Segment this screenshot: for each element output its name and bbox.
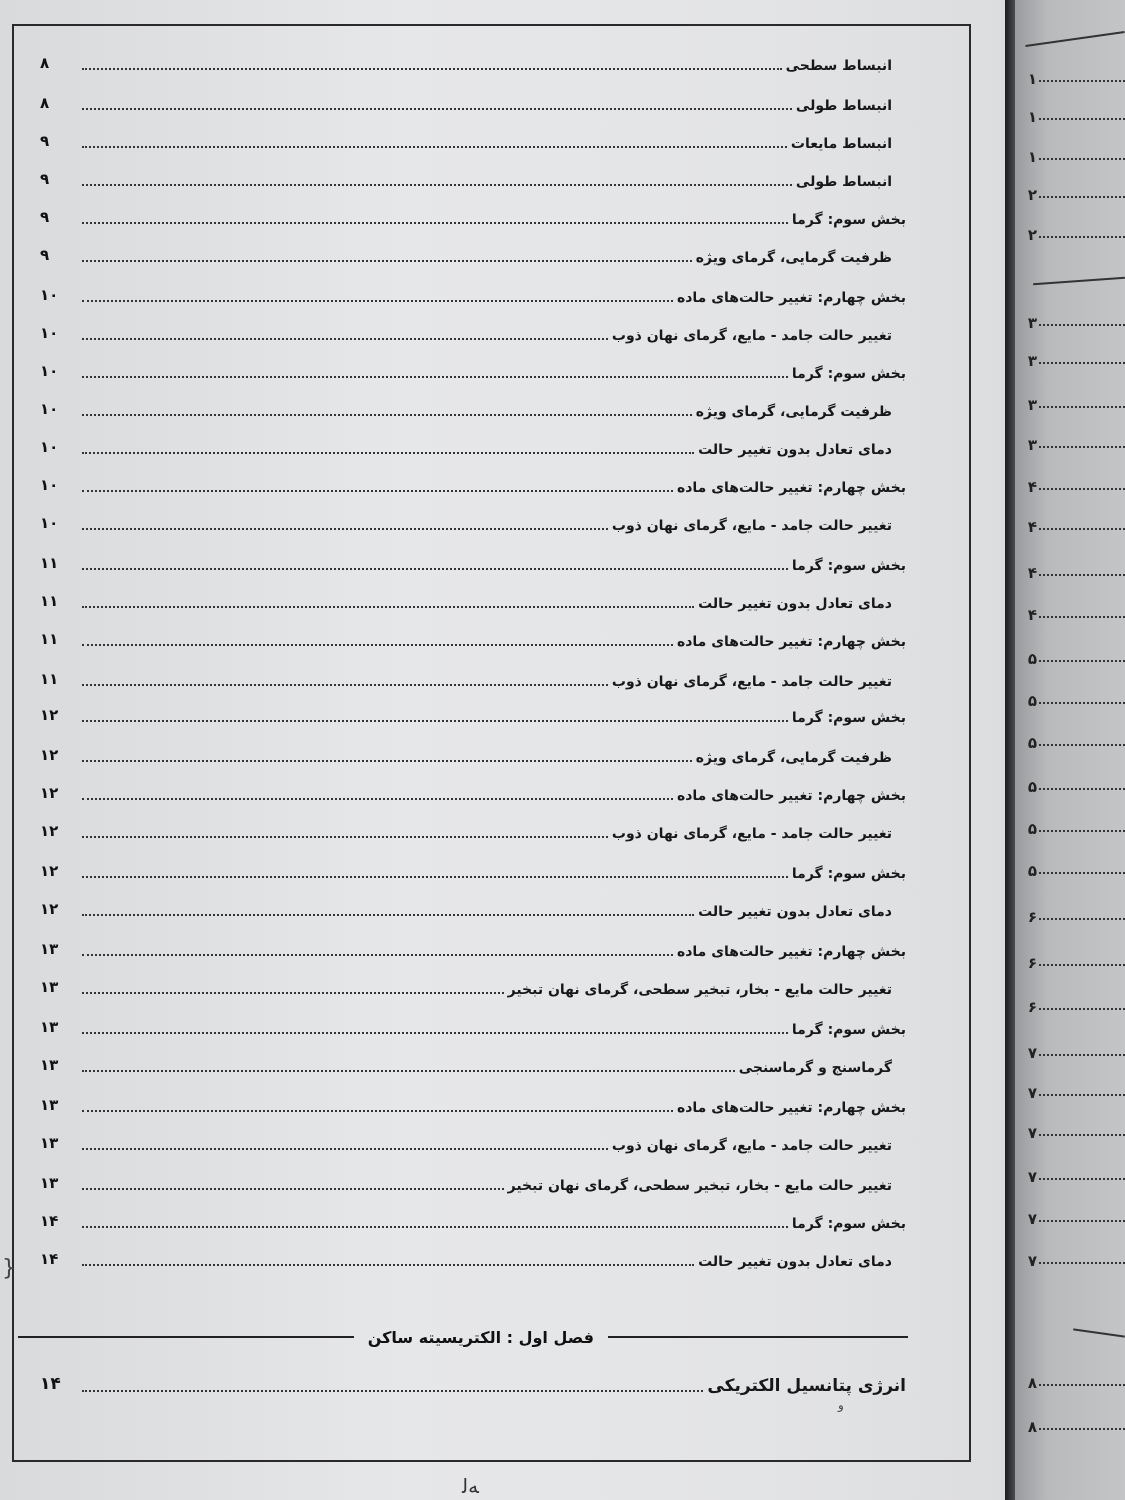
adjacent-page-number: ۷ <box>1027 1210 1037 1228</box>
toc-section-title: بخش سوم: گرما <box>791 1022 906 1038</box>
leader-dots <box>1039 872 1125 874</box>
toc-entry-page: ۱۴ <box>40 1250 59 1268</box>
leader-dots <box>82 414 692 416</box>
leader-dots <box>82 1148 608 1150</box>
toc-entry-title: تغییر حالت مایع - بخار، تبخیر سطحی، گرمای نهان تبخیر <box>507 982 892 998</box>
adjacent-entry <box>1015 510 1125 536</box>
adjacent-page-number: ۲ <box>1027 226 1037 244</box>
adjacent-page-number: ۶ <box>1027 954 1037 972</box>
adjacent-page-number: ۵ <box>1027 820 1037 838</box>
leader-dots <box>82 108 792 110</box>
toc-entry-page: ۱۰ <box>40 286 59 304</box>
toc-entry-page: ۱۱ <box>40 592 59 610</box>
toc-section-title: بخش سوم: گرما <box>791 866 906 882</box>
adjacent-page-number: ۵ <box>1027 734 1037 752</box>
leader-dots <box>82 568 788 570</box>
adjacent-page-number: ۴ <box>1027 478 1037 496</box>
leader-dots <box>1039 1054 1125 1056</box>
adjacent-rule <box>1033 277 1125 285</box>
leader-dots <box>82 684 608 686</box>
leader-dots <box>1039 80 1125 82</box>
leader-dots <box>1039 118 1125 120</box>
adjacent-rule <box>1073 1328 1125 1337</box>
toc-entry <box>40 852 906 884</box>
toc-section-title: بخش سوم: گرما <box>791 212 906 228</box>
toc-section-title: بخش چهارم: تغییر حالت‌های ماده <box>676 1100 906 1116</box>
leader-dots <box>82 300 673 302</box>
toc-entry <box>40 890 906 922</box>
leader-dots <box>82 146 787 148</box>
toc-entry <box>40 544 906 576</box>
toc-entry <box>40 1240 906 1272</box>
leader-dots <box>82 222 788 224</box>
adjacent-entry <box>1015 470 1125 496</box>
adjacent-entry <box>1015 946 1125 972</box>
adjacent-page-number: ۷ <box>1027 1044 1037 1062</box>
leader-dots <box>82 914 694 916</box>
toc-entry-page: ۱۳ <box>40 940 59 958</box>
adjacent-page-number: ۳ <box>1027 352 1037 370</box>
toc-entry <box>40 736 906 768</box>
adjacent-entry <box>1015 556 1125 582</box>
leader-dots <box>82 1070 735 1072</box>
adjacent-page-number: ۴ <box>1027 518 1037 536</box>
toc-entry-page: ۱۰ <box>40 476 59 494</box>
toc-entry-page: ۱۱ <box>40 554 59 572</box>
toc-entry <box>40 968 906 1000</box>
chapter-rule-right <box>608 1336 908 1338</box>
adjacent-page-number: ۴ <box>1027 606 1037 624</box>
toc-entry <box>40 620 906 652</box>
adjacent-entry <box>1015 178 1125 204</box>
adjacent-entry <box>1015 306 1125 332</box>
leader-dots <box>82 528 608 530</box>
toc-entry-title: انبساط سطحی <box>785 58 892 74</box>
toc-entry <box>40 122 906 154</box>
toc-section-title: بخش سوم: گرما <box>791 558 906 574</box>
leader-dots <box>1039 660 1125 662</box>
leader-dots <box>82 1226 788 1228</box>
margin-mark: } <box>2 1256 16 1281</box>
chapter-rule-left <box>18 1336 354 1338</box>
leader-dots <box>82 798 673 800</box>
book-spine <box>1005 0 1015 1500</box>
toc-entry <box>40 466 906 498</box>
adjacent-entry <box>1015 770 1125 796</box>
adjacent-page-number: ۲ <box>1027 186 1037 204</box>
leader-dots <box>82 720 788 722</box>
adjacent-entry <box>1015 1076 1125 1102</box>
adjacent-page <box>1015 0 1125 1500</box>
toc-entry-page: ۱۲ <box>40 822 59 840</box>
adjacent-page-number: ۶ <box>1027 908 1037 926</box>
adjacent-rule <box>1025 31 1124 47</box>
leader-dots <box>1039 616 1125 618</box>
leader-dots <box>82 338 608 340</box>
toc-entry <box>40 1008 906 1040</box>
toc-section-title: بخش چهارم: تغییر حالت‌های ماده <box>676 480 906 496</box>
toc-entry-page: ۱۰ <box>40 324 59 342</box>
leader-dots <box>1039 1384 1125 1386</box>
adjacent-entry <box>1015 1202 1125 1228</box>
toc-entry-title: تغییر حالت جامد - مایع، گرمای نهان ذوب <box>611 826 892 842</box>
toc-section-title: بخش سوم: گرما <box>791 366 906 382</box>
adjacent-entry <box>1015 62 1125 88</box>
leader-dots <box>1039 406 1125 408</box>
leader-dots <box>82 760 692 762</box>
adjacent-entry <box>1015 598 1125 624</box>
toc-entry-title: دمای تعادل بدون تغییر حالت <box>698 1254 892 1270</box>
toc-entry <box>40 504 906 536</box>
toc-entry-page: ۱۳ <box>40 978 59 996</box>
adjacent-page-number: ۳ <box>1027 436 1037 454</box>
adjacent-entry <box>1015 900 1125 926</box>
leader-dots <box>1039 574 1125 576</box>
leader-dots <box>1039 1094 1125 1096</box>
toc-entry-page: ۹ <box>40 132 50 150</box>
adjacent-page-number: ۷ <box>1027 1252 1037 1270</box>
toc-entry <box>40 160 906 192</box>
leader-dots <box>1039 1008 1125 1010</box>
leader-dots <box>1039 158 1125 160</box>
toc-entry-title: انرژی پتانسیل الکتریکی <box>707 1376 906 1396</box>
toc-entry-page: ۱۰ <box>40 438 59 456</box>
leader-dots <box>1039 830 1125 832</box>
leader-dots <box>82 836 608 838</box>
toc-entry-title: تغییر حالت جامد - مایع، گرمای نهان ذوب <box>611 518 892 534</box>
chapter-heading: فصل اول : الکتریسیته ساکن <box>367 1327 594 1347</box>
leader-dots <box>82 1110 673 1112</box>
adjacent-entry <box>1015 218 1125 244</box>
toc-entry-page: ۱۲ <box>40 706 59 724</box>
adjacent-page-number: ۵ <box>1027 692 1037 710</box>
toc-entry <box>40 276 906 308</box>
toc-entry <box>40 1202 906 1234</box>
leader-dots <box>82 1032 788 1034</box>
toc-entry <box>40 352 906 384</box>
adjacent-entry <box>1015 990 1125 1016</box>
toc-entry <box>40 1164 906 1196</box>
toc-entry-page: ۱۰ <box>40 514 59 532</box>
toc-entry-page: ۹ <box>40 170 50 188</box>
toc-entry <box>40 236 906 268</box>
toc-entry-title: تغییر حالت جامد - مایع، گرمای نهان ذوب <box>611 328 892 344</box>
toc-entry-page: ۱۳ <box>40 1096 59 1114</box>
toc-entry-title: انبساط طولی <box>795 174 892 190</box>
toc-entry-page: ۱۰ <box>40 362 59 380</box>
leader-dots <box>1039 1428 1125 1430</box>
toc-entry-page: ۱۲ <box>40 862 59 880</box>
toc-entry-title: انبساط مایعات <box>790 136 892 152</box>
leader-dots <box>1039 196 1125 198</box>
toc-entry-page: ۱۱ <box>40 630 59 648</box>
toc-entry <box>40 314 906 346</box>
toc-entry <box>40 812 906 844</box>
toc-entry <box>40 390 906 422</box>
toc-section-title: بخش چهارم: تغییر حالت‌های ماده <box>676 290 906 306</box>
leader-dots <box>82 376 788 378</box>
toc-entry-title: دمای تعادل بدون تغییر حالت <box>698 442 892 458</box>
toc-entry <box>40 774 906 806</box>
adjacent-page-number: ۵ <box>1027 650 1037 668</box>
page-footer-mark: ﻪﻟ <box>462 1474 479 1498</box>
toc-entry <box>40 198 906 230</box>
leader-dots <box>1039 446 1125 448</box>
leader-dots <box>82 992 504 994</box>
toc-entry-page: ۱۲ <box>40 784 59 802</box>
toc-section-title: بخش چهارم: تغییر حالت‌های ماده <box>676 944 906 960</box>
leader-dots <box>1039 528 1125 530</box>
adjacent-entry <box>1015 642 1125 668</box>
leader-dots <box>82 184 792 186</box>
adjacent-entry <box>1015 1116 1125 1142</box>
leader-dots <box>1039 744 1125 746</box>
adjacent-page-number: ۸ <box>1027 1374 1037 1392</box>
toc-entry-page: ۹ <box>40 208 50 226</box>
adjacent-page-number: ۷ <box>1027 1084 1037 1102</box>
toc-entry-page: ۱۴ <box>40 1374 61 1394</box>
leader-dots <box>1039 1134 1125 1136</box>
leader-dots <box>1039 324 1125 326</box>
toc-entry-title: دمای تعادل بدون تغییر حالت <box>698 904 892 920</box>
adjacent-entry <box>1015 140 1125 166</box>
toc-entry <box>40 1124 906 1156</box>
toc-entry-title: دمای تعادل بدون تغییر حالت <box>698 596 892 612</box>
leader-dots <box>82 876 788 878</box>
toc-entry-page: ۸ <box>40 94 50 112</box>
toc-entry <box>40 84 906 116</box>
leader-dots <box>82 1390 703 1392</box>
adjacent-page-number: ۷ <box>1027 1168 1037 1186</box>
toc-entry-title: انبساط طولی <box>795 98 892 114</box>
adjacent-page-number: ۳ <box>1027 396 1037 414</box>
adjacent-entry <box>1015 344 1125 370</box>
ink-mark: ﻭ <box>838 1398 844 1412</box>
toc-entry-final <box>40 1362 906 1398</box>
adjacent-page-number: ۷ <box>1027 1124 1037 1142</box>
toc-entry-title: گرماسنج و گرماسنجی <box>738 1060 892 1076</box>
toc-entry-title: ظرفیت گرمایی، گرمای ویژه <box>695 750 892 766</box>
toc-entry-title: ظرفیت گرمایی، گرمای ویژه <box>695 250 892 266</box>
adjacent-page-number: ۴ <box>1027 564 1037 582</box>
leader-dots <box>1039 964 1125 966</box>
toc-entry-page: ۱۴ <box>40 1212 59 1230</box>
leader-dots <box>1039 488 1125 490</box>
leader-dots <box>1039 362 1125 364</box>
adjacent-entry <box>1015 812 1125 838</box>
toc-entry <box>40 696 906 728</box>
adjacent-page-number: ۱ <box>1027 148 1037 166</box>
adjacent-page-number: ۵ <box>1027 862 1037 880</box>
adjacent-entry <box>1015 726 1125 752</box>
adjacent-entry <box>1015 428 1125 454</box>
toc-entry-page: ۱۰ <box>40 400 59 418</box>
toc-entry-title: تغییر حالت مایع - بخار، تبخیر سطحی، گرمای نهان تبخیر <box>507 1178 892 1194</box>
adjacent-entry <box>1015 684 1125 710</box>
leader-dots <box>82 490 673 492</box>
toc-section-title: بخش چهارم: تغییر حالت‌های ماده <box>676 634 906 650</box>
leader-dots <box>82 606 694 608</box>
leader-dots <box>82 68 782 70</box>
chapter-divider <box>18 1322 908 1352</box>
adjacent-entry <box>1015 1366 1125 1392</box>
adjacent-page-number: ۶ <box>1027 998 1037 1016</box>
toc-entry <box>40 1046 906 1078</box>
leader-dots <box>82 644 673 646</box>
toc-entry <box>40 660 906 692</box>
toc-entry <box>40 44 906 76</box>
toc-entry-title: ظرفیت گرمایی، گرمای ویژه <box>695 404 892 420</box>
adjacent-entry <box>1015 1160 1125 1186</box>
toc-entry-title: تغییر حالت جامد - مایع، گرمای نهان ذوب <box>611 1138 892 1154</box>
toc-entry <box>40 1086 906 1118</box>
leader-dots <box>82 1264 694 1266</box>
toc-section-title: بخش چهارم: تغییر حالت‌های ماده <box>676 788 906 804</box>
adjacent-page-number: ۱ <box>1027 108 1037 126</box>
adjacent-entry <box>1015 388 1125 414</box>
toc-entry-page: ۱۲ <box>40 746 59 764</box>
leader-dots <box>82 452 694 454</box>
leader-dots <box>1039 702 1125 704</box>
toc-entry-page: ۱۳ <box>40 1174 59 1192</box>
leader-dots <box>1039 1262 1125 1264</box>
leader-dots <box>82 954 673 956</box>
toc-entry-page: ۹ <box>40 246 50 264</box>
adjacent-page-number: ۸ <box>1027 1418 1037 1436</box>
adjacent-page-number: ۱ <box>1027 70 1037 88</box>
toc-entry-page: ۱۳ <box>40 1018 59 1036</box>
toc-entry <box>40 582 906 614</box>
adjacent-page-number: ۵ <box>1027 778 1037 796</box>
toc-entry-page: ۱۱ <box>40 670 59 688</box>
toc-entry <box>40 930 906 962</box>
adjacent-entry <box>1015 854 1125 880</box>
leader-dots <box>1039 788 1125 790</box>
adjacent-entry <box>1015 1036 1125 1062</box>
toc-entry-page: ۸ <box>40 54 50 72</box>
toc-entry <box>40 428 906 460</box>
leader-dots <box>1039 1220 1125 1222</box>
adjacent-entry <box>1015 1244 1125 1270</box>
leader-dots <box>82 260 692 262</box>
adjacent-page-number: ۳ <box>1027 314 1037 332</box>
toc-section-title: بخش سوم: گرما <box>791 1216 906 1232</box>
leader-dots <box>1039 918 1125 920</box>
toc-entry-page: ۱۳ <box>40 1134 59 1152</box>
adjacent-entry <box>1015 100 1125 126</box>
adjacent-entry <box>1015 1410 1125 1436</box>
toc-entry-page: ۱۲ <box>40 900 59 918</box>
leader-dots <box>82 1188 504 1190</box>
toc-entry-title: تغییر حالت جامد - مایع، گرمای نهان ذوب <box>611 674 892 690</box>
toc-section-title: بخش سوم: گرما <box>791 710 906 726</box>
leader-dots <box>1039 1178 1125 1180</box>
leader-dots <box>1039 236 1125 238</box>
toc-entry-page: ۱۳ <box>40 1056 59 1074</box>
